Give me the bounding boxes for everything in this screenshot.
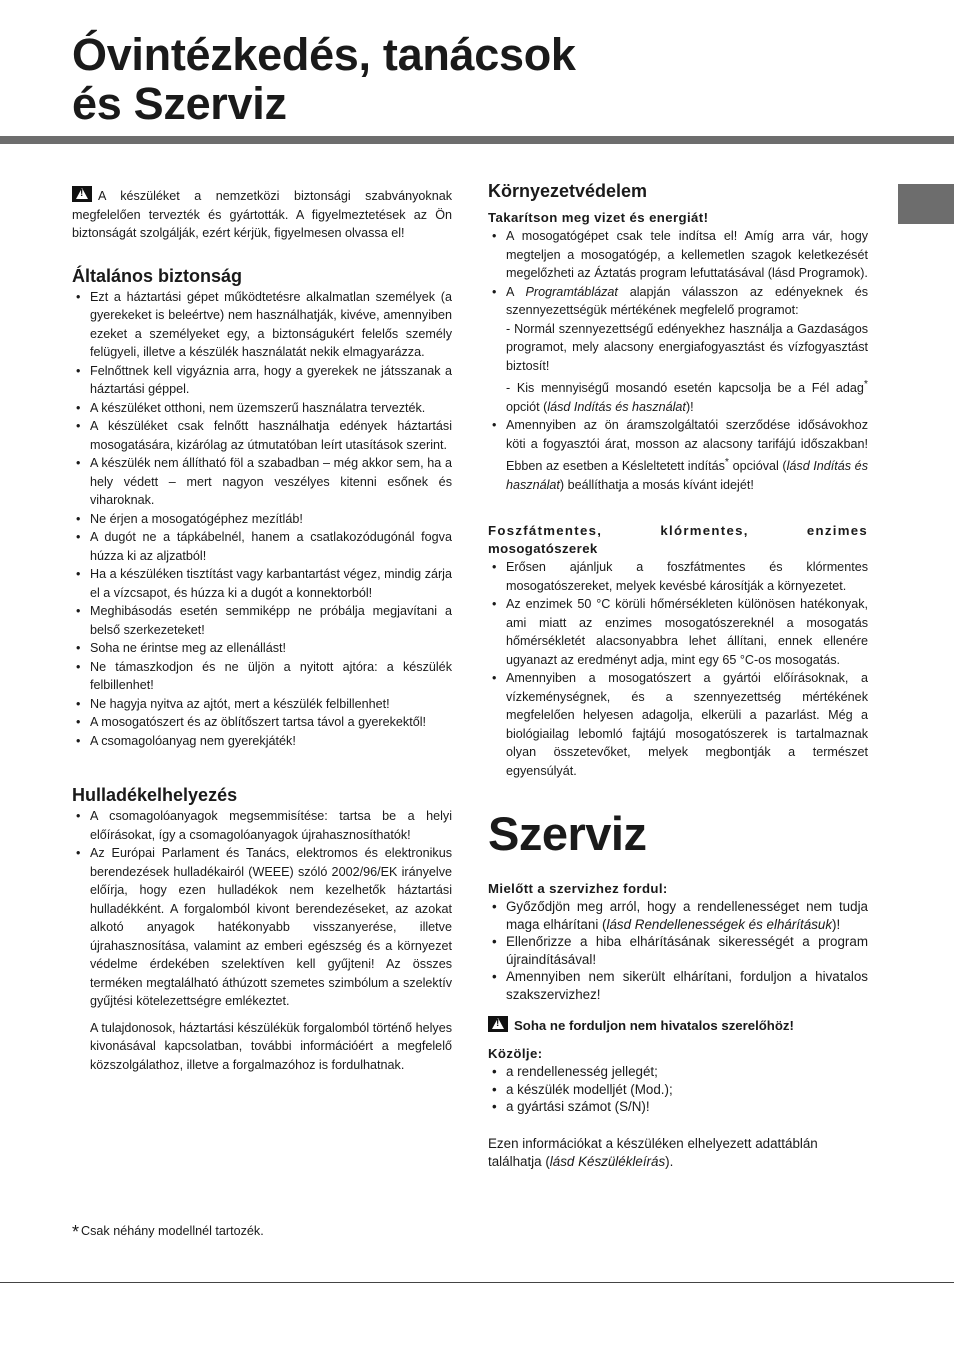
list-item: • Ne támaszkodjon és ne üljön a nyitott ajtóra: a készülék felbillenhet! (72, 658, 452, 695)
footnote-star: * (72, 1222, 80, 1242)
normal-program-tip: - Normál szennyezettségű edényekhez használja a Gazdaságos programot, mely alacsony energiafogyasztást és vízfogyasztást biztosít! (506, 321, 868, 373)
list-item: • A mosogatószert és az öblítőszert tartsa távol a gyerekektől! (72, 713, 452, 732)
waste-disposal-heading: Hulladékelhelyezés (72, 785, 238, 805)
list-item: • Amennyiben a mosogatószert a gyártói előírásoknak, a vízkeménységnek, és a szennyezettség mértékének megfelelően helyesen adagolja, elkerüli a pazarlást. Még a biológiailag lebomló fajtájú mosogatószerek is tartalmaznak olyan összetevőket, melyek megbontják a természet egyensúlyát. (488, 669, 868, 780)
section-tab (898, 184, 954, 224)
waste-paragraph: A tulajdonosok, háztartási készülékük forgalomból történő helyes kivonásával kapcsolatban, további információért a megfelelő közszolgálathoz, illetve a forgalmazóhoz is fordulhatnak. (90, 1020, 452, 1072)
list-item: • A csomagolóanyag nem gyerekjáték! (72, 732, 452, 751)
page-title (72, 30, 576, 128)
list-item: • a készülék modelljét (Mod.); (488, 1081, 868, 1099)
right-column (488, 180, 868, 1171)
page-title-line1: Óvintézkedés, tanácsok (72, 29, 576, 80)
list-item: • A dugót ne a tápkábelnél, hanem a csatlakozódugónál fogva húzza ki az aljzatból! (72, 528, 452, 565)
detergent-heading-line2: mosogatószerek (488, 541, 598, 557)
list-item: • a gyártási számot (S/N)! (488, 1098, 868, 1116)
save-water-list (488, 227, 868, 494)
footnote-text: Csak néhány modellnél tartozék. (81, 1224, 264, 1238)
footer-rule (0, 1282, 954, 1283)
warning-icon (488, 1016, 508, 1032)
left-column (72, 180, 452, 1074)
footnote (72, 1222, 264, 1243)
unofficial-warning: !Soha ne forduljon nem hivatalos szerelőhöz! (488, 1016, 868, 1033)
detergent-list (488, 558, 868, 780)
general-safety-heading: Általános biztonság (72, 265, 243, 286)
before-service-heading: Mielőtt a szervizhez fordul: (488, 881, 668, 897)
info-paragraph: Ezen információkat a készüléken elhelyezett adattáblán találhatja (lásd Készülékleírás). (488, 1135, 818, 1169)
list-item: • A készüléket otthoni, nem üzemszerű használatra tervezték. (72, 399, 452, 418)
list-item: • Az enzimek 50 °C körüli hőmérsékleten különösen hatékonyak, ami miatt az enzimes mosogatószereknél a mosogatás hőmérsékletét alacsonyabbra lehet állítani, ennek ellenére ugyanazt az eredményt adja, mint egy 65 °C-os mosogatás. (488, 595, 868, 669)
environment-heading: Környezetvédelem (488, 181, 648, 201)
report-list (488, 1063, 868, 1116)
list-item: • a rendellenesség jellegét; (488, 1063, 868, 1081)
list-item: • Ezt a háztartási gépet működtetésre alkalmatlan személyek (a gyerekeket is beleértve) nem használhatják, kivéve, amennyiben ezeket a személyeket egy, a biztonságukért felelős személy felügyeli, illetve a készülék használatát nekik elmagyarázza. (72, 288, 452, 362)
list-item: • Amennyiben az ön áramszolgáltatói szerződése idősávokhoz köti a fogyasztói árat, mosson az alacsony tarifájú időszakban! Ebben az esetben a Késleltetett indítás* opcióval (lásd Indítás és használat) beállíthatja a mosás kívánt idejét! (488, 416, 868, 494)
header-rule (0, 136, 954, 144)
list-item: • Erősen ajánljuk a foszfátmentes és klórmentes mosogatószereket, melyek kevésbé károsítják a környezetet. (488, 558, 868, 595)
save-water-heading: Takarítson meg vizet és energiát! (488, 210, 709, 225)
report-heading: Közölje: (488, 1046, 543, 1062)
list-item: • Ne érjen a mosogatógéphez mezítláb! (72, 510, 452, 529)
list-item: • A Programtáblázat alapján válasszon az edényeknek és szennyezettségük mértékének megfelelő programot: - Normál szennyezettségű edényekhez használja a Gazdaságos programot, mely alacsony energiafogyasztást és vízfogyasztást biztosít! - Kis mennyiségű mosandó esetén kapcsolja be a Fél adag* opciót (lásd Indítás és használat)! (488, 283, 868, 417)
list-item: • Győződjön meg arról, hogy a rendellenességet nem tudja maga elhárítani (lásd Rendellenességek és elhárításuk)! (488, 898, 868, 933)
list-item: • Ha a készüléken tisztítást vagy karbantartást végez, mindig zárja el a vízcsapot, és húzza ki a dugót a konnektorból! (72, 565, 452, 602)
list-item: • Amennyiben nem sikerült elhárítani, forduljon a hivatalos szakszervizhez! (488, 968, 868, 1003)
list-item: • Meghibásodás esetén semmiképp ne próbálja megjavítani a belső szerkezeteket! (72, 602, 452, 639)
list-item: • Az Európai Parlament és Tanács, elektromos és elektronikus berendezések hulladékairól (WEEE) szóló 2002/96/EK irányelve előírja, hogy ezen hulladékok nem kezelhetők háztartási hulladékként. A forgalomból kivont berendezéseket, az azokat alkotó anyagok hatékonyabb visszanyerése, illetve újrahasznosítása, valamint az emberi egészség és a környezet védelme érdekében szelektíven kell gyűjteni! Az összes terméken megtalálható áthúzott szemetes szimbólum a szelektív gyűjtési kötelezettségre emlékeztet. (72, 844, 452, 1011)
list-item: • Ne hagyja nyitva az ajtót, mert a készülék felbillenhet! (72, 695, 452, 714)
list-item: • Ellenőrizze a hiba elhárításának sikerességét a program újraindításával! (488, 933, 868, 968)
list-item: • A mosogatógépet csak tele indítsa el! Amíg arra vár, hogy megteljen a mosogatógép, a kellemetlen szagok keletkezését megelőzheti az Áztatás program lefuttatásával (lásd Programok). (488, 227, 868, 283)
list-item: • A csomagolóanyagok megsemmisítése: tartsa be a helyi előírásokat, így a csomagolóanyagok újrahasznosíthatók! (72, 807, 452, 844)
before-service-list (488, 898, 868, 1003)
service-heading: Szerviz (488, 807, 647, 861)
detergent-heading-line1: Foszfátmentes, klórmentes, enzimes (488, 523, 868, 539)
list-item: • Felnőttnek kell vigyáznia arra, hogy a gyerekek ne játsszanak a háztartási géppel. (72, 362, 452, 399)
safety-intro-text: A készüléket a nemzetközi biztonsági szabványoknak megfelelően tervezték és gyártották. A figyelmeztetések az Ön biztonságát szolgálják, ezért kérjük, figyelmesen olvassa el! (72, 189, 452, 240)
general-safety-list (72, 288, 452, 751)
safety-intro (72, 186, 452, 243)
page-title-line2: és Szerviz (72, 78, 287, 129)
list-item: • A készüléket csak felnőtt használhatja edények háztartási mosogatására, kizárólag az útmutatóban leírt utasítások szerint. (72, 417, 452, 454)
waste-disposal-list (72, 807, 452, 1011)
warning-icon (72, 186, 92, 202)
list-item: • Soha ne érintse meg az ellenállást! (72, 639, 452, 658)
list-item: • A készülék nem állítható föl a szabadban – még akkor sem, ha a hely védett – mert nagyon veszélyes kitenni esőnek és viharoknak. (72, 454, 452, 510)
